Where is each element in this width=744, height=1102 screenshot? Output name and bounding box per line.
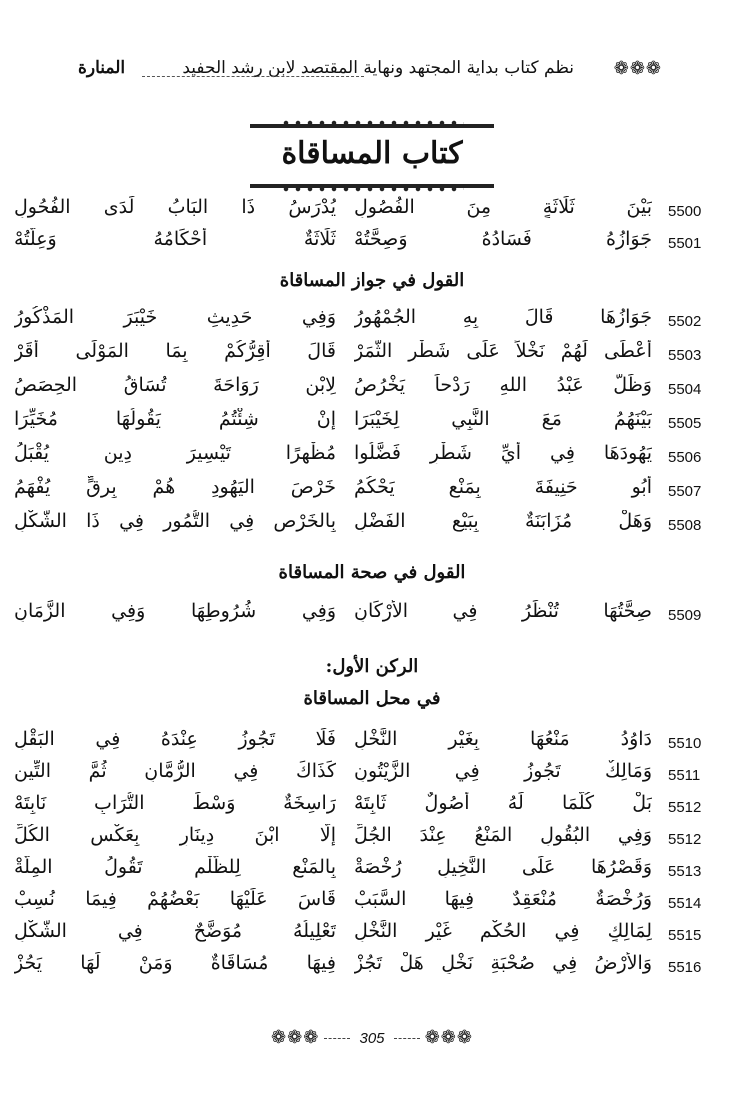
verse-second-hemistich: فَلَا تَجُوزُ عِنْدَهُ فِي البَقْلِ: [14, 728, 336, 750]
verse-first-hemistich: وَظَلَّ عَبْدُ اللهِ رَدْحاً يَخْرُصُ: [354, 374, 652, 396]
verse-second-hemistich: رَاسِخَةٌ وَسْطَ التُّرَابِ نَابِتَهْ: [14, 792, 336, 814]
verse-number: 5505: [668, 415, 702, 432]
frame-chain-bottom: [280, 184, 464, 194]
verse-first-hemistich: وَهَلْ مُزَابَنَةٌ بِبَيْعِ الفَضْلِ: [354, 510, 652, 532]
section-heading: الركن الأول:: [325, 656, 419, 677]
verse-second-hemistich: ثَلَاثَةٌ أَحْكَامُهُ وَعِلَّتُهْ: [14, 228, 336, 250]
verse-second-hemistich: تَعْلِيلُهُ مُوَضَّحٌ فِي الشَّكْلِ: [14, 920, 336, 942]
verse-number: 5516: [668, 959, 702, 976]
verse-row: [0, 856, 744, 890]
verse-number: 5514: [668, 895, 702, 912]
verse-first-hemistich: جَوَازُهُ فَسَادُهُ وَصِحَّتُهْ: [354, 228, 652, 250]
verse-row: [0, 306, 744, 340]
verse-number: 5503: [668, 347, 702, 364]
section-heading: القول في صحة المساقاة: [278, 562, 466, 583]
verse-row: [0, 952, 744, 986]
verse-second-hemistich: كَذَاكَ فِي الرُّمَّانِ ثُمَّ التِّينِ: [14, 760, 336, 782]
verse-first-hemistich: وَقَصْرُهَا عَلَى النَّخِيلِ رُخْصَةْ: [354, 856, 652, 878]
verse-second-hemistich: خَرْصَ اليَهُودِ هُمْ بِرِقٍّ يُفْهَمُ: [14, 476, 336, 498]
running-header-title: نظم كتاب بداية المجتهد ونهاية المقتصد لابن رشد الحفيد: [182, 58, 574, 78]
verse-first-hemistich: وَفِي البُقُولِ المَنْعُ عِنْدَ الجُلِّ: [354, 824, 652, 846]
verse-second-hemistich: لِابْنِ رَوَاحَةَ تُسَاقُ الحِصَصُ: [14, 374, 336, 396]
verse-row: [0, 196, 744, 230]
verse-number: 5515: [668, 927, 702, 944]
footer-dash-left: [324, 1038, 350, 1039]
verse-first-hemistich: يَهُودَهَا فِي أَيِّ شَطْرٍ فَضَّلُوا: [354, 442, 652, 464]
verse-number: 5513: [668, 863, 702, 880]
verse-number: 5512: [668, 799, 702, 816]
footer-ornament-left: ❁❁❁: [271, 1027, 320, 1048]
verse-row: [0, 442, 744, 476]
verse-first-hemistich: جَوَازُهَا قَالَ بِهِ الجُمْهُورُ: [354, 306, 652, 328]
verse-second-hemistich: إِلَّا ابْنَ دِينَارٍ بِعَكْسِ الكُلِّ: [14, 824, 336, 846]
verse-second-hemistich: يُدْرَسُ ذَا البَابُ لَدَى الفُحُولِ: [14, 196, 336, 218]
verse-number: 5512: [668, 831, 702, 848]
verse-first-hemistich: أَبُو حَنِيفَةَ بِمَنْعٍ يَحْكُمُ: [354, 476, 652, 498]
verse-first-hemistich: أَعْطَى لَهُمْ نَخْلاً عَلَى شَطْرِ الثَّمَرْ: [354, 340, 652, 362]
footer-ornament-right: ❁❁❁: [424, 1027, 473, 1048]
verse-first-hemistich: دَاوُدُ مَنْعُهَا بِغَيْرِ النَّخْلِ: [354, 728, 652, 750]
verse-row: [0, 476, 744, 510]
verse-number: 5509: [668, 607, 702, 624]
section-heading: القول في جواز المساقاة: [279, 270, 465, 291]
chapter-title: كتاب المساقاة: [281, 136, 463, 171]
verse-second-hemistich: قَالَ أُقِرُّكُمْ بِمَا المَوْلَى أَقَرْ: [14, 340, 336, 362]
running-header-book: المنارة: [78, 58, 126, 78]
footer-dash-right: [394, 1038, 420, 1039]
verse-number: 5507: [668, 483, 702, 500]
verse-first-hemistich: لِمَالِكٍ فِي الحُكْمِ غَيْرِ النَّخْلِ: [354, 920, 652, 942]
verse-row: [0, 340, 744, 374]
verse-first-hemistich: بَيْنَهُمُ مَعَ النَّبِي لِخَيْبَرَا: [354, 408, 652, 430]
verse-row: [0, 228, 744, 262]
page-number: 305: [359, 1030, 385, 1047]
verse-number: 5500: [668, 203, 702, 220]
verse-second-hemistich: إِنْ شِئْتُمُ يَقُولُهَا مُخَيِّرَا: [14, 408, 336, 430]
verse-number: 5504: [668, 381, 702, 398]
verse-row: [0, 374, 744, 408]
page-footer: [0, 1028, 744, 1047]
verse-second-hemistich: بِالخَرْصِ فِي التُّمُورِ فِي ذَا الشَّكْلِ: [14, 510, 336, 532]
frame-band-top: [250, 124, 494, 128]
verse-row: [0, 888, 744, 922]
verse-second-hemistich: بِالمَنْعِ لِلظُّلْمِ تَقُولُ المِلَّةْ: [14, 856, 336, 878]
verse-row: [0, 408, 744, 442]
verse-number: 5511: [668, 767, 701, 784]
verse-first-hemistich: وَرُخْصَةٌ مُنْعَقِدٌ فِيهَا السَّبَبْ: [354, 888, 652, 910]
verse-second-hemistich: قَاسَ عَلَيْهَا بَعْضُهُمْ فِيمَا نُسِبْ: [14, 888, 336, 910]
verse-second-hemistich: وَفِي شُرُوطِهَا وَفِي الزَّمَانِ: [14, 600, 336, 622]
verse-first-hemistich: بَيْنَ ثَلَاثَةٍ مِنَ الفُصُولِ: [354, 196, 652, 218]
verse-second-hemistich: وَفِي حَدِيثِ خَيْبَرَ المَذْكُورُ: [14, 306, 336, 328]
verse-number: 5508: [668, 517, 702, 534]
header-ornament: ❁❁❁: [613, 58, 662, 79]
verse-row: [0, 600, 744, 634]
verse-second-hemistich: فِيهَا مُسَاقَاةٌ وَمَنْ لَهَا يَحُزْ: [14, 952, 336, 974]
verse-number: 5502: [668, 313, 702, 330]
verse-row: [0, 792, 744, 826]
section-subheading: في محل المساقاة: [303, 688, 441, 709]
verse-first-hemistich: بَلْ كُلَّمَا لَهُ أُصُولٌ ثَابِتَهْ: [354, 792, 652, 814]
verse-row: [0, 760, 744, 794]
verse-number: 5501: [668, 235, 702, 252]
header-divider: [142, 76, 364, 77]
verse-row: [0, 920, 744, 954]
verse-row: [0, 510, 744, 544]
verse-second-hemistich: مُظْهِرًا تَيْسِيرَ دِينٍ يُقْبَلُ: [14, 442, 336, 464]
verse-row: [0, 728, 744, 762]
verse-number: 5506: [668, 449, 702, 466]
verse-first-hemistich: وَمَالِكٌ تَجُوزُ فِي الزَّيْتُونِ: [354, 760, 652, 782]
verse-number: 5510: [668, 735, 702, 752]
verse-first-hemistich: وَالأَرْضُ فِي صُحْبَةِ نَخْلٍ هَلْ تَجُزْ: [354, 952, 652, 974]
verse-row: [0, 824, 744, 858]
verse-first-hemistich: صِحَّتُهَا تُنْظَرُ فِي الأَرْكَانِ: [354, 600, 652, 622]
